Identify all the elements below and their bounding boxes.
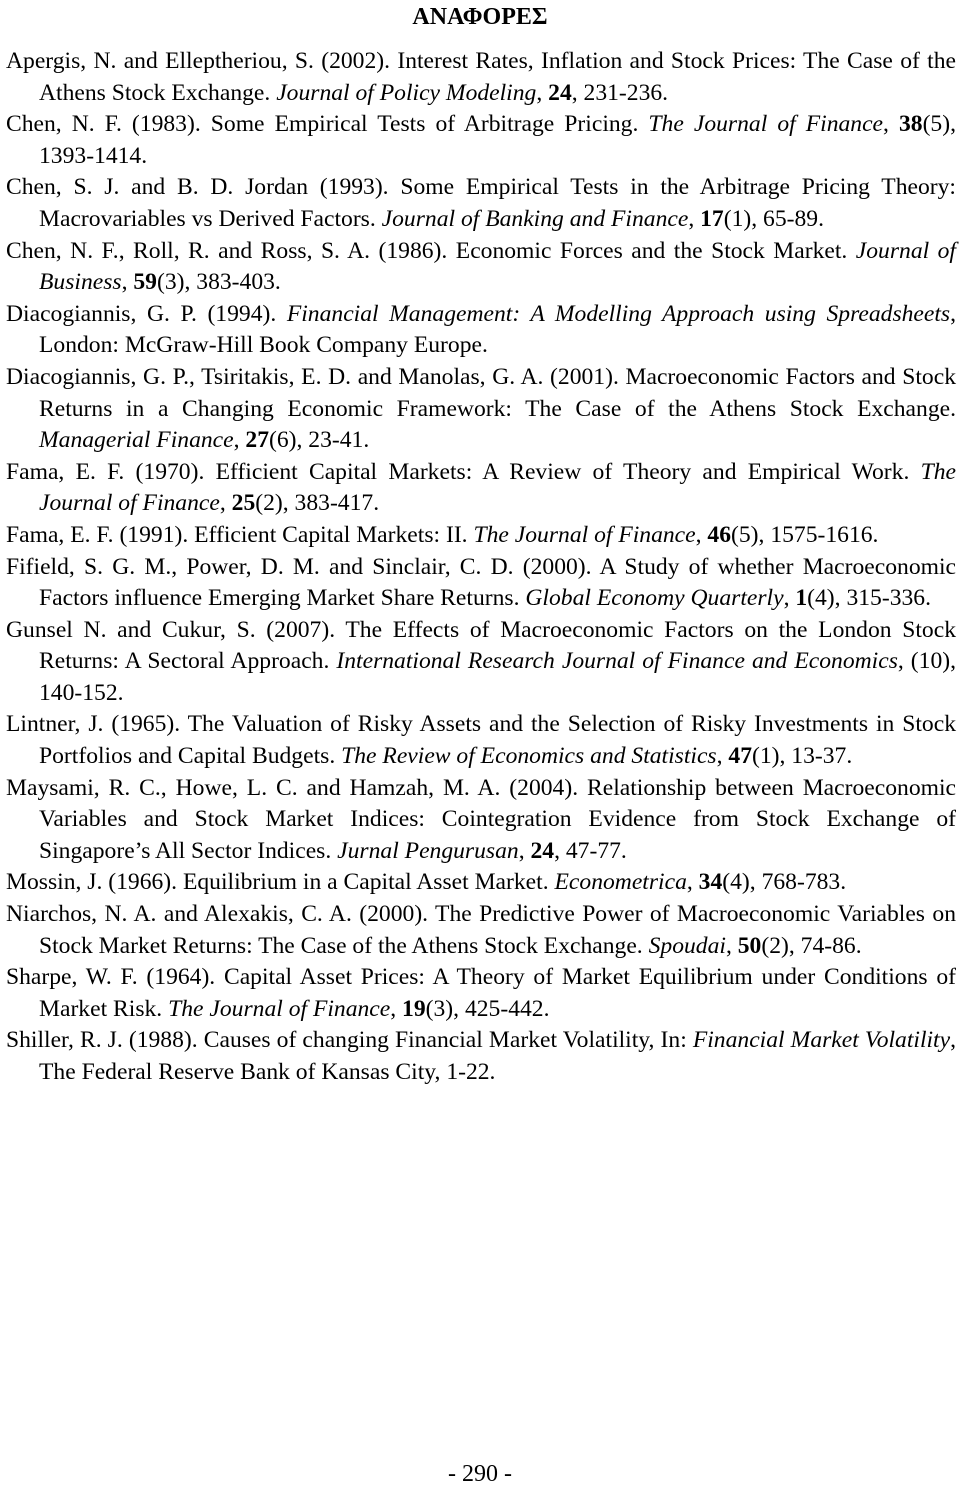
reference-volume: 19 [402,995,426,1022]
references-list [6,46,956,1089]
reference-entry: Fama, E. F. (1970). Efficient Capital Markets: A Review of Theory and Empirical Work. The Journal of Finance, 25(2), 383-417. [6,458,956,517]
reference-volume: 47 [728,743,752,770]
reference-journal: Managerial Finance [39,427,234,454]
reference-journal: International Research Journal of Finance and Economics [336,648,898,675]
reference-volume: 1 [795,585,808,612]
reference-entry [6,299,956,362]
reference-pages: (2), 383-417. [255,490,380,517]
reference-journal: The Journal of Finance [39,458,956,517]
reference-volume: 38 [898,111,923,138]
reference-pages: (3), 383-403. [156,269,281,296]
reference-volume: 50 [737,932,762,959]
reference-journal: Spoudai [648,932,726,959]
reference-entry: Chen, N. F., Roll, R. and Ross, S. A. (1986). Economic Forces and the Stock Market. Journal of Business, 59(3), 383-403. [6,237,956,296]
reference-entry: Niarchos, N. A. and Alexakis, C. A. (2000). The Predictive Power of Macroeconomic Variables on Stock Market Returns: The Case of the Athens Stock Exchange. Spoudai, 50(2), 74-86. [6,901,956,959]
reference-text: Mossin, J. (1966). Equilibrium in a Capital Asset Market. [6,869,555,896]
reference-pages: (4), 768-783. [722,869,847,896]
reference-pages: , London: McGraw-Hill Book Company Europe. [39,300,957,359]
reference-journal: Jurnal Pengurusan [337,837,519,864]
reference-volume: 59 [133,269,157,296]
reference-entry: Apergis, N. and Elleptheriou, S. (2002). Interest Rates, Inflation and Stock Prices: The Case of the Athens Stock Exchange. Journal of Policy Modeling, 24, 231-236. [6,48,956,106]
reference-entry: Lintner, J. (1965). The Valuation of Risky Assets and the Selection of Risky Investments in Stock Portfolios and Capital Budgets. The Review of Economics and Statistics, 47(1), 13-37. [6,711,956,770]
reference-pages: (6), 23-41. [269,427,370,454]
reference-text: Chen, S. J. and B. D. Jordan (1993). Some Empirical Tests in the Arbitrage Pricing Theory: Macrovariables vs Derived Factors. [6,174,956,232]
reference-volume: 34 [698,869,723,896]
reference-text: Maysami, R. C., Howe, L. C. and Hamzah, M. A. (2004). Relationship between Macroeconomic Variables and Stock Market Indices: Cointegration Evidence from Stock Exchange of Singapore’s All Sector Indices. [6,774,956,864]
reference-text: Apergis, N. and Elleptheriou, S. (2002). Interest Rates, Inflation and Stock Prices: The Case of the Athens Stock Exchange. [6,48,956,106]
reference-pages: (1), 65-89. [723,205,824,232]
reference-entry: Diacogiannis, G. P., Tsiritakis, E. D. and Manolas, G. A. (2001). Macroeconomic Factors and Stock Returns in a Changing Economic Framework: The Case of the Athens Stock Exchange. Managerial Finance, 27(6), 23-41. [6,363,956,454]
reference-entry: Sharpe, W. F. (1964). Capital Asset Prices: A Theory of Market Equilibrium under Conditions of Market Risk. The Journal of Finance, 19(3), 425-442. [6,964,956,1022]
reference-journal: The Review of Economics and Statistics [341,743,717,770]
reference-journal: Econometrica [554,869,687,896]
reference-text: Lintner, J. (1965). The Valuation of Risky Assets and the Selection of Risky Investments in Stock Portfolios and Capital Budgets. [6,711,956,770]
reference-volume: 46 [707,521,732,548]
reference-pages: , 231-236. [571,79,669,106]
reference-text: Chen, N. F., Roll, R. and Ross, S. A. (1986). Economic Forces and the Stock Market. [6,237,856,264]
reference-text: Diacogiannis, G. P. (1994). [6,300,287,327]
reference-journal: Journal of Policy Modeling [276,79,537,106]
reference-pages: (4), 315-336. [807,585,932,612]
reference-text: Niarchos, N. A. and Alexakis, C. A. (2000). The Predictive Power of Macroeconomic Variables on Stock Market Returns: The Case of the Athens Stock Exchange. [6,901,956,959]
reference-pages: (5), 1393-1414. [39,111,956,169]
reference-pages: , (10), 140-152. [39,648,956,706]
reference-entry: Mossin, J. (1966). Equilibrium in a Capital Asset Market. Econometrica, 34(4), 768-783. [6,869,847,896]
reference-text: Fama, E. F. (1991). Efficient Capital Markets: II. [6,521,474,548]
reference-journal: The Journal of Finance [648,111,884,138]
reference-text: Chen, N. F. (1983). Some Empirical Tests of Arbitrage Pricing. [6,111,649,138]
reference-text: Fama, E. F. (1970). Efficient Capital Markets: A Review of Theory and Empirical Work. [6,458,921,485]
reference-entry: Chen, N. F. (1983). Some Empirical Tests of Arbitrage Pricing. The Journal of Finance, 38(5), 1393-1414. [6,111,956,169]
reference-volume: 25 [231,490,256,517]
reference-pages: (2), 74-86. [761,932,862,959]
reference-text: Shiller, R. J. (1988). Causes of changing Financial Market Volatility, In: [6,1027,693,1054]
reference-journal: Journal of Business [39,237,956,296]
reference-journal: Financial Market Volatility [692,1027,951,1054]
reference-pages: , The Federal Reserve Bank of Kansas City, 1-22. [39,1027,956,1085]
page-number: - 290 - [448,1461,512,1487]
reference-journal: Financial Management: A Modelling Approach using Spreadsheets [286,300,951,327]
reference-text: Diacogiannis, G. P., Tsiritakis, E. D. and Manolas, G. A. (2001). Macroeconomic Factors and Stock Returns in a Changing Economic Framework: The Case of the Athens Stock Exchange. [6,363,956,422]
reference-volume: 24 [548,79,572,106]
reference-journal: The Journal of Finance [168,995,391,1022]
reference-entry [6,1025,956,1088]
reference-text: Sharpe, W. F. (1964). Capital Asset Prices: A Theory of Market Equilibrium under Conditions of Market Risk. [6,964,956,1022]
reference-journal: Global Economy Quarterly [525,585,784,612]
reference-volume: 27 [245,427,269,454]
reference-pages: (1), 13-37. [752,743,853,770]
reference-entry: Fifield, S. G. M., Power, D. M. and Sinclair, C. D. (2000). A Study of whether Macroeconomic Factors influence Emerging Market Share Returns. Global Economy Quarterly, 1(4), 315-336. [6,553,956,612]
reference-journal: The Journal of Finance [473,521,696,548]
reference-text: Fifield, S. G. M., Power, D. M. and Sinclair, C. D. (2000). A Study of whether Macroeconomic Factors influence Emerging Market Share Returns. [6,553,956,612]
reference-pages: (5), 1575-1616. [731,521,879,548]
reference-entry: Maysami, R. C., Howe, L. C. and Hamzah, M. A. (2004). Relationship between Macroeconomic Variables and Stock Market Indices: Cointegration Evidence from Stock Exchange of Singapore’s All Sector Indices. Jurnal Pengurusan, 24, 47-77. [6,774,956,864]
reference-journal: Journal of Banking and Finance [381,205,689,232]
reference-entry: Chen, S. J. and B. D. Jordan (1993). Some Empirical Tests in the Arbitrage Pricing Theory: Macrovariables vs Derived Factors. Journal of Banking and Finance, 17(1), 65-89. [6,174,956,232]
reference-pages: , 47-77. [554,837,627,864]
reference-entry: Fama, E. F. (1991). Efficient Capital Markets: II. The Journal of Finance, 46(5), 1575-1616. [6,521,879,548]
references-heading: ΑΝΑΦΟΡΕΣ [412,4,548,30]
reference-entry [6,615,956,710]
reference-volume: 24 [530,837,555,864]
reference-volume: 17 [700,205,724,232]
reference-text: Gunsel N. and Cukur, S. (2007). The Effects of Macroeconomic Factors on the London Stock Returns: A Sectoral Approach. [6,616,956,675]
reference-pages: (3), 425-442. [425,995,550,1022]
